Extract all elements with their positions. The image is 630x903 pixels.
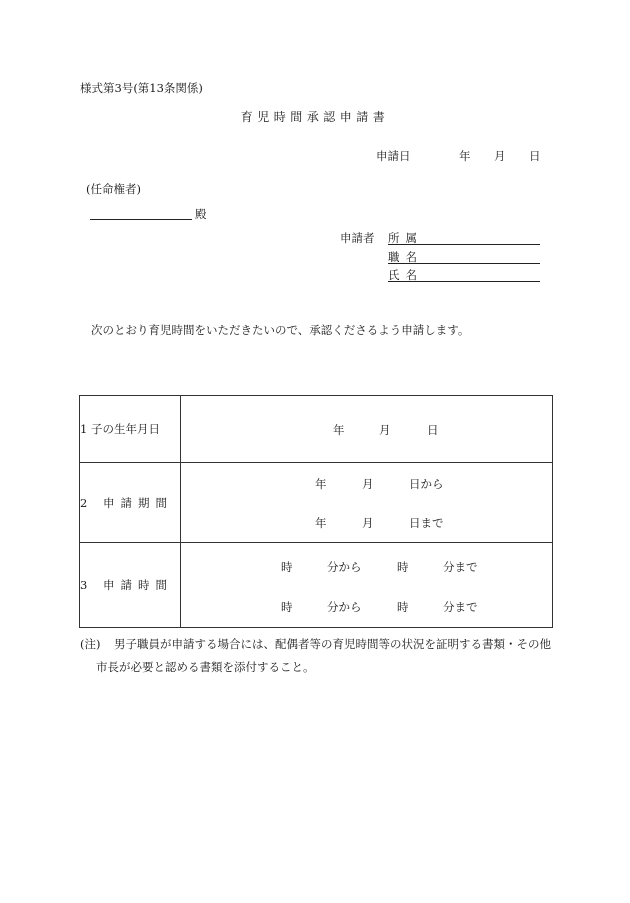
period-end-month-unit: 月: [362, 516, 374, 530]
application-time-cell[interactable]: [181, 543, 553, 628]
period-end-year-unit: 年: [315, 516, 327, 530]
application-statement: 次のとおり育児時間をいただきたいので、承認くださるよう申請します。: [91, 323, 470, 337]
name-label: 氏名: [388, 268, 423, 282]
application-date-day-unit: 日: [529, 149, 541, 163]
child-birthdate-cell[interactable]: [181, 396, 553, 463]
application-period-cell[interactable]: [181, 463, 553, 543]
application-table: [79, 395, 553, 628]
application-date-label: 申請日: [376, 149, 411, 163]
time2-start-hour-unit: 時: [281, 600, 293, 614]
honorific-tono: 殿: [195, 207, 207, 221]
birthdate-month-unit: 月: [379, 423, 391, 437]
table-row: [80, 543, 553, 628]
appointing-authority-label: (任命権者): [86, 182, 141, 196]
period-start-day-unit: 日から: [409, 477, 444, 491]
period-start-year-unit: 年: [315, 477, 327, 491]
applicant-label: 申請者: [340, 231, 375, 245]
document-title: 育児時間承認申請書: [240, 110, 390, 124]
time2-end-minute-unit: 分まで: [443, 600, 478, 614]
birthdate-day-unit: 日: [427, 423, 439, 437]
job-title-field[interactable]: [388, 262, 540, 264]
note-text-line2: 市長が必要と認める書類を添付すること。: [96, 660, 315, 674]
affiliation-label: 所属: [388, 231, 423, 245]
child-birthdate-label: 1 子の生年月日: [80, 396, 181, 463]
time2-end-hour-unit: 時: [397, 600, 409, 614]
job-title-label: 職名: [388, 250, 423, 264]
period-end-day-unit: 日まで: [409, 516, 444, 530]
birthdate-year-unit: 年: [333, 423, 345, 437]
period-start-month-unit: 月: [362, 477, 374, 491]
time1-start-minute-unit: 分から: [327, 560, 362, 574]
affiliation-field[interactable]: [388, 243, 540, 245]
application-period-label: 2 申請期間: [80, 463, 181, 543]
form-number: 様式第3号(第13条関係): [80, 81, 203, 95]
time1-end-minute-unit: 分まで: [443, 560, 478, 574]
name-field[interactable]: [388, 280, 540, 282]
table-row: [80, 463, 553, 543]
application-date-year-unit: 年: [459, 149, 471, 163]
note-text-line1: 男子職員が申請する場合には、配偶者等の育児時間等の状況を証明する書類・その他: [114, 637, 551, 651]
note-label: (注): [80, 637, 101, 651]
application-time-label: 3 申請時間: [80, 543, 181, 628]
addressee-underline[interactable]: [90, 218, 192, 220]
time2-start-minute-unit: 分から: [327, 600, 362, 614]
time1-end-hour-unit: 時: [397, 560, 409, 574]
application-date-month-unit: 月: [494, 149, 506, 163]
table-row: [80, 396, 553, 463]
time1-start-hour-unit: 時: [281, 560, 293, 574]
